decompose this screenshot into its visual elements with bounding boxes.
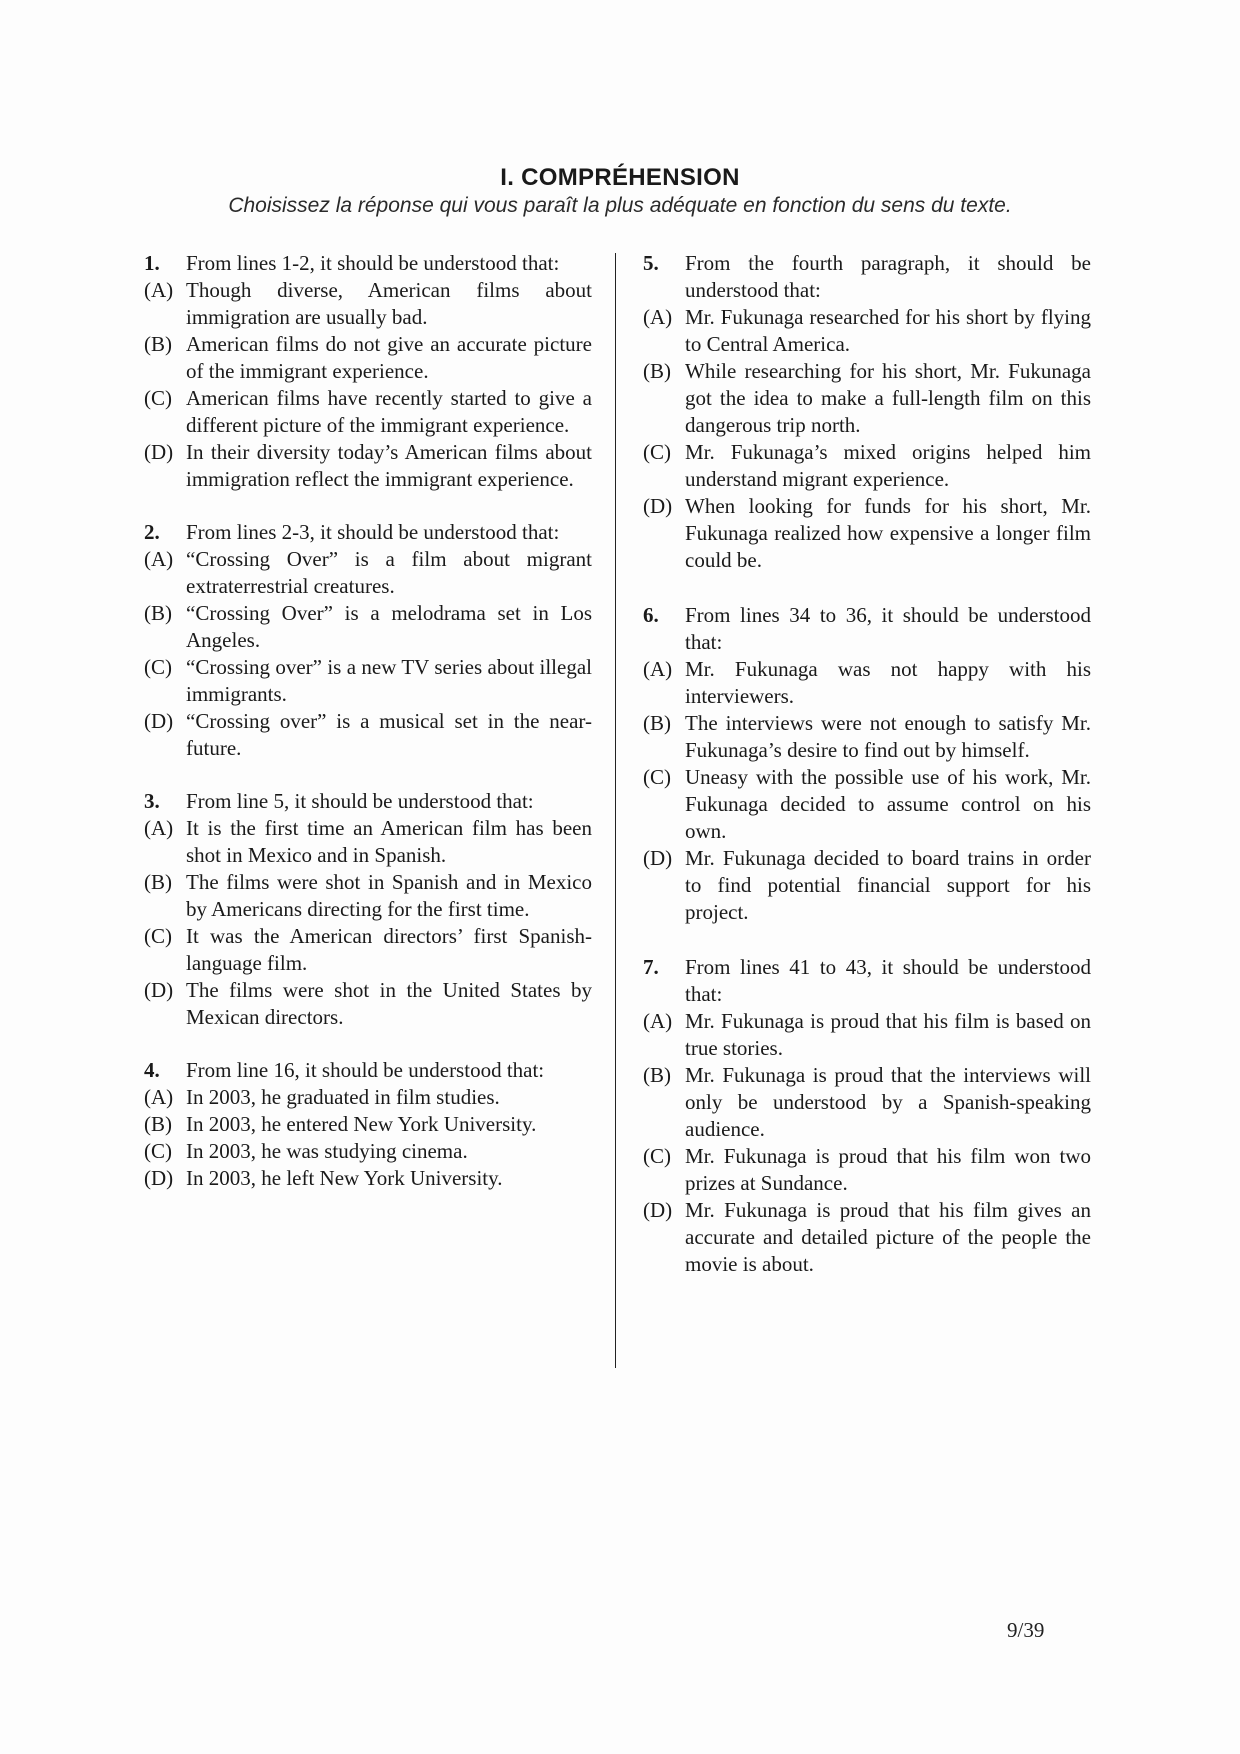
option-letter: (C) <box>144 1139 172 1163</box>
option-letter: (A) <box>144 547 174 571</box>
right-question-column <box>643 250 1091 1304</box>
answer-option <box>144 923 592 977</box>
option-text: In 2003, he entered New York University. <box>186 1112 537 1136</box>
page-number: 9/39 <box>1007 1618 1045 1642</box>
option-letter: (C) <box>643 765 671 789</box>
answer-option <box>144 1138 592 1165</box>
question-stem <box>643 602 1091 656</box>
option-text: The films were shot in Spanish and in Mexico by Americans directing for the first time. <box>186 870 592 921</box>
question-block <box>643 250 1091 574</box>
option-letter: (B) <box>643 1063 671 1087</box>
question-number: 2. <box>144 520 160 544</box>
answer-option <box>643 845 1091 926</box>
option-text: It was the American directors’ first Spanish-language film. <box>186 924 592 975</box>
question-prompt: From line 16, it should be understood that: <box>186 1058 545 1082</box>
option-letter: (D) <box>144 978 174 1002</box>
answer-option <box>643 1143 1091 1197</box>
answer-option <box>643 1008 1091 1062</box>
question-number: 4. <box>144 1058 160 1082</box>
answer-option <box>643 710 1091 764</box>
answer-option <box>144 654 592 708</box>
option-text: Uneasy with the possible use of his work, Mr. Fukunaga decided to assume control on his own. <box>685 765 1091 843</box>
option-text: In 2003, he left New York University. <box>186 1166 503 1190</box>
question-stem <box>643 250 1091 304</box>
option-text: In their diversity today’s American films about immigration reflect the immigrant experience. <box>186 440 592 491</box>
question-block <box>144 788 592 1031</box>
option-letter: (B) <box>144 332 172 356</box>
option-text: In 2003, he graduated in film studies. <box>186 1085 500 1109</box>
answer-option <box>144 1165 592 1192</box>
option-text: It is the first time an American film has been shot in Mexico and in Spanish. <box>186 816 592 867</box>
question-prompt: From lines 2-3, it should be understood that: <box>186 520 560 544</box>
option-letter: (C) <box>643 1144 671 1168</box>
option-text: “Crossing over” is a new TV series about illegal immigrants. <box>186 655 592 706</box>
option-text: Though diverse, American films about immigration are usually bad. <box>186 278 592 329</box>
question-number: 6. <box>643 603 659 627</box>
answer-option <box>144 1111 592 1138</box>
option-text: The films were shot in the United States by Mexican directors. <box>186 978 592 1029</box>
answer-option <box>144 331 592 385</box>
question-block <box>643 954 1091 1278</box>
answer-option <box>643 1197 1091 1278</box>
option-letter: (D) <box>144 440 174 464</box>
option-letter: (A) <box>643 1009 673 1033</box>
answer-option <box>144 385 592 439</box>
option-text: Mr. Fukunaga was not happy with his interviewers. <box>685 657 1091 708</box>
option-text: Mr. Fukunaga is proud that his film won two prizes at Sundance. <box>685 1144 1091 1195</box>
section-instructions: Choisissez la réponse qui vous paraît la plus adéquate en fonction du sens du texte. <box>228 194 1012 217</box>
question-number: 5. <box>643 251 659 275</box>
answer-option <box>144 439 592 493</box>
question-stem <box>144 250 592 277</box>
question-stem <box>144 1057 592 1084</box>
question-prompt: From lines 34 to 36, it should be understood that: <box>685 603 1091 654</box>
question-block <box>144 1057 592 1192</box>
question-prompt: From the fourth paragraph, it should be understood that: <box>685 251 1091 302</box>
option-letter: (B) <box>144 1112 172 1136</box>
option-letter: (C) <box>144 655 172 679</box>
option-letter: (D) <box>144 1166 174 1190</box>
option-letter: (D) <box>643 1198 673 1222</box>
option-text: “Crossing Over” is a melodrama set in Los Angeles. <box>186 601 592 652</box>
question-prompt: From line 5, it should be understood that: <box>186 789 534 813</box>
question-block <box>643 602 1091 926</box>
option-text: Mr. Fukunaga is proud that the interviews will only be understood by a Spanish-speaking audience. <box>685 1063 1091 1141</box>
option-text: Mr. Fukunaga researched for his short by flying to Central America. <box>685 305 1091 356</box>
option-text: Mr. Fukunaga decided to board trains in order to find potential financial support for his project. <box>685 846 1091 924</box>
option-letter: (C) <box>144 386 172 410</box>
option-text: American films do not give an accurate picture of the immigrant experience. <box>186 332 592 383</box>
option-letter: (C) <box>643 440 671 464</box>
option-letter: (A) <box>643 657 673 681</box>
option-text: While researching for his short, Mr. Fukunaga got the idea to make a full-length film on this dangerous trip north. <box>685 359 1091 437</box>
answer-option <box>643 493 1091 574</box>
answer-option <box>144 1084 592 1111</box>
option-letter: (B) <box>144 870 172 894</box>
answer-option <box>144 708 592 762</box>
question-prompt: From lines 41 to 43, it should be understood that: <box>685 955 1091 1006</box>
answer-option <box>144 869 592 923</box>
option-text: Mr. Fukunaga is proud that his film is based on true stories. <box>685 1009 1091 1060</box>
option-text: American films have recently started to give a different picture of the immigrant experience. <box>186 386 592 437</box>
answer-option <box>643 1062 1091 1143</box>
question-prompt: From lines 1-2, it should be understood that: <box>186 251 560 275</box>
question-stem <box>643 954 1091 1008</box>
section-title: I. COMPRÉHENSION <box>500 164 740 191</box>
left-question-column <box>144 250 592 1218</box>
option-letter: (D) <box>144 709 174 733</box>
answer-option <box>643 764 1091 845</box>
question-number: 1. <box>144 251 160 275</box>
question-block <box>144 250 592 493</box>
option-text: “Crossing Over” is a film about migrant extraterrestrial creatures. <box>186 547 592 598</box>
option-text: “Crossing over” is a musical set in the near-future. <box>186 709 592 760</box>
answer-option <box>643 358 1091 439</box>
option-letter: (B) <box>643 711 671 735</box>
answer-option <box>144 546 592 600</box>
option-letter: (B) <box>144 601 172 625</box>
option-text: In 2003, he was studying cinema. <box>186 1139 468 1163</box>
question-block <box>144 519 592 762</box>
option-text: Mr. Fukunaga’s mixed origins helped him understand migrant experience. <box>685 440 1091 491</box>
option-text: The interviews were not enough to satisfy Mr. Fukunaga’s desire to find out by himself. <box>685 711 1091 762</box>
answer-option <box>643 656 1091 710</box>
option-text: Mr. Fukunaga is proud that his film gives an accurate and detailed picture of the people the movie is about. <box>685 1198 1091 1276</box>
answer-option <box>144 977 592 1031</box>
option-letter: (B) <box>643 359 671 383</box>
option-text: When looking for funds for his short, Mr. Fukunaga realized how expensive a longer film could be. <box>685 494 1091 572</box>
option-letter: (A) <box>144 1085 174 1109</box>
option-letter: (A) <box>643 305 673 329</box>
question-stem <box>144 519 592 546</box>
option-letter: (A) <box>144 816 174 840</box>
question-number: 3. <box>144 789 160 813</box>
question-number: 7. <box>643 955 659 979</box>
column-divider <box>615 253 616 1368</box>
option-letter: (A) <box>144 278 174 302</box>
answer-option <box>144 277 592 331</box>
option-letter: (D) <box>643 846 673 870</box>
answer-option <box>643 439 1091 493</box>
answer-option <box>144 600 592 654</box>
option-letter: (C) <box>144 924 172 948</box>
question-stem <box>144 788 592 815</box>
answer-option <box>643 304 1091 358</box>
answer-option <box>144 815 592 869</box>
option-letter: (D) <box>643 494 673 518</box>
